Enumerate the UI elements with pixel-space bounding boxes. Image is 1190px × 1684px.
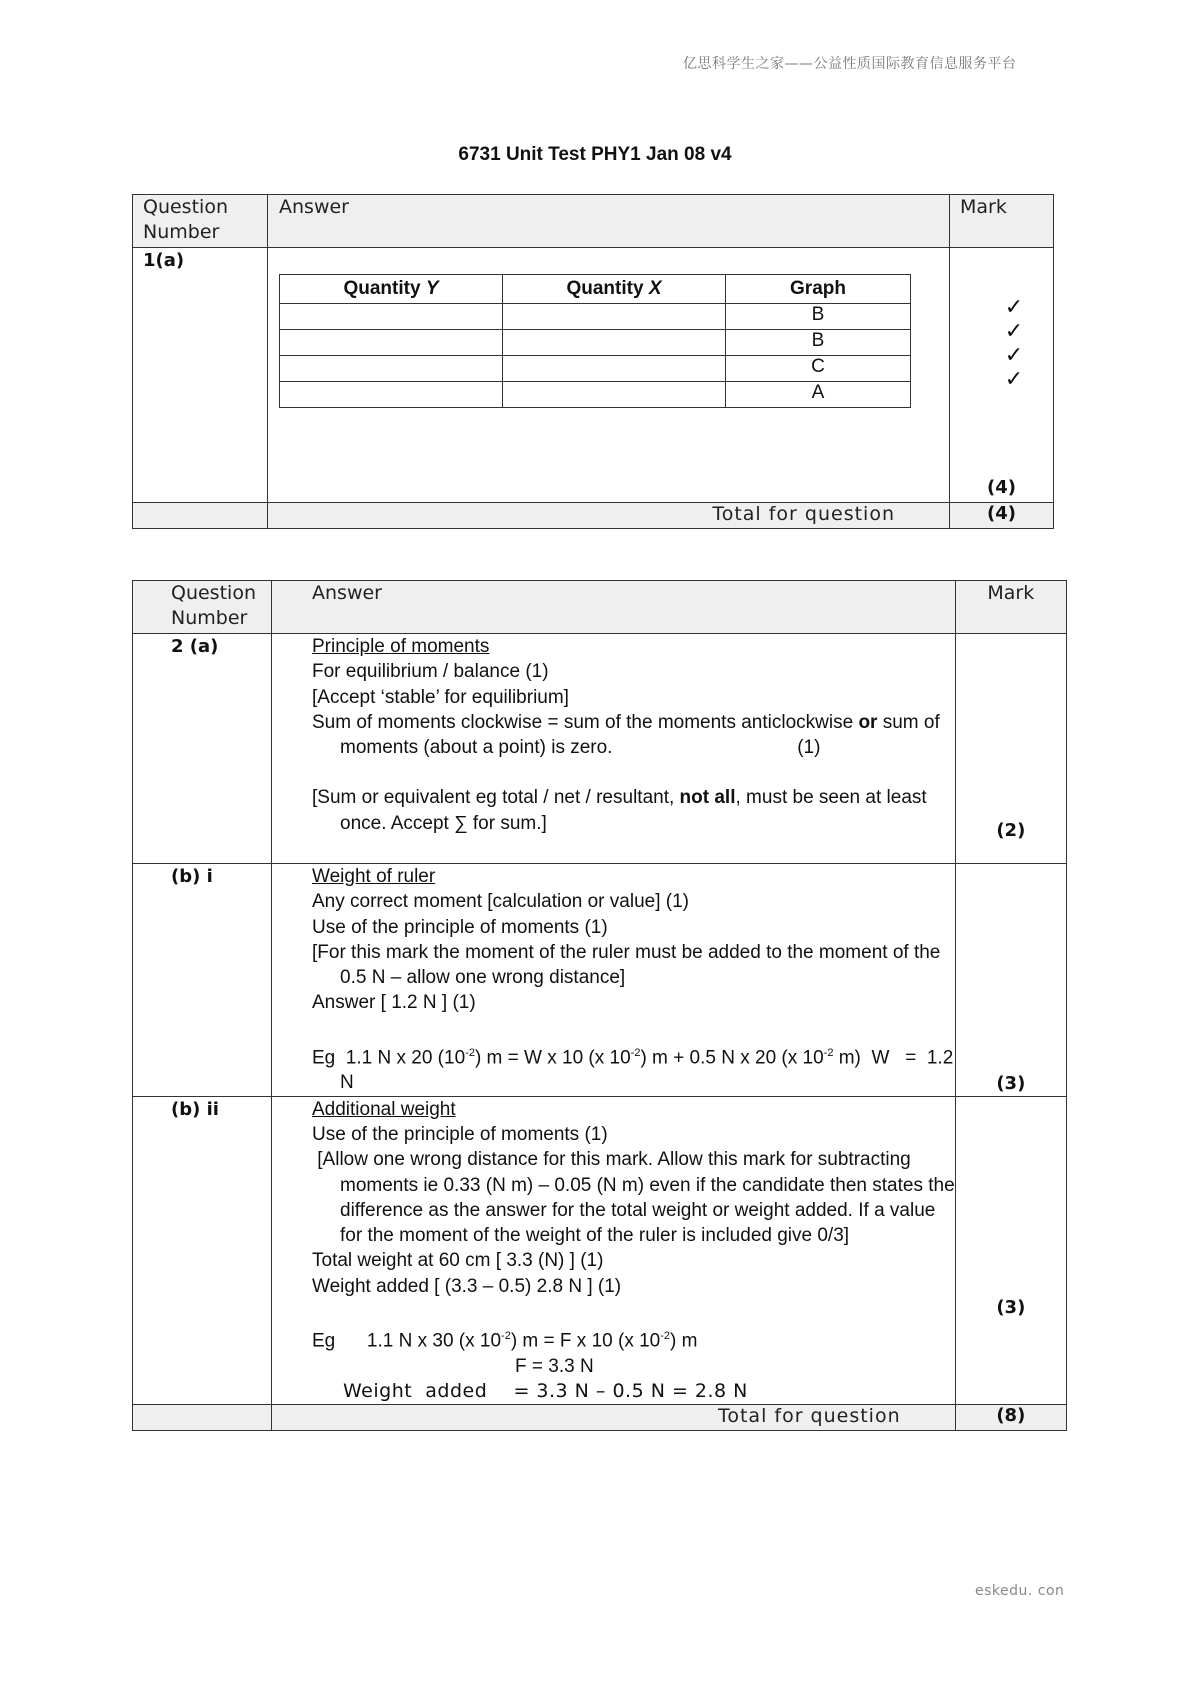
quantity-graph-table <box>279 274 911 408</box>
answer-header: Answer <box>268 195 950 248</box>
question-mark: (4) <box>987 477 1016 498</box>
mark-scheme-table-1 <box>132 194 1054 529</box>
tick-icon: ✓ <box>1004 367 1024 392</box>
inner-header-quantity-y: Quantity Y <box>280 275 503 304</box>
inner-row: A <box>280 382 911 408</box>
question-mark: (2) <box>955 634 1066 864</box>
answer-cell: Additional weight Use of the principle of moments (1) [Allow one wrong distance for this mark. Allow this mark for subtracting moments ie 0.33 (N m) – 0.05 (N m) even if the candidate then states the difference as the answer for the total weight or weight added. If a value for the moment of the weight of the ruler is included give 0/3] Total weight at 60 cm [ 3.3 (N) ] (1) Weight added [ (3.3 – 0.5) 2.8 N ] (1) Eg 1.1 N x 30 (x $10^{-2}$) m = F x 10 (x $10^{-2}$) m F = 3.3 N Weight added = 3.3 N – 0.5 N = 2.8 N <box>272 1096 956 1405</box>
answer-cell: Principle of moments For equilibrium / balance (1) [Accept ‘stable’ for equilibrium] Sum of moments clockwise = sum of the moments anticlockwise or sum of moments (about a point) is zero. (1) [Sum or equivalent eg total / net / resultant, not all, must be seen at least once. Accept ∑ for sum.] <box>272 634 956 864</box>
answer-header: Answer <box>272 581 956 634</box>
question-number: 1(a) <box>133 248 268 503</box>
inner-header-quantity-x: Quantity X <box>503 275 726 304</box>
total-label: Total for question <box>268 503 950 529</box>
tick-icon: ✓ <box>1004 295 1024 320</box>
question-number: (b) ii <box>133 1096 272 1405</box>
mark-header: Mark <box>950 195 1054 248</box>
answer-cell: Weight of ruler Any correct moment [calculation or value] (1) Use of the principle of moments (1) [For this mark the moment of the ruler must be added to the moment of the 0.5 N – allow one wrong distance] Answer [ 1.2 N ] (1) Eg 1.1 N x 20 $(10^{-2}) m = W$ x 10 (x $10^{-2}$) m + 0.5 N x 20 (x $10^{-2}$ m) W = 1.2 N <box>272 864 956 1097</box>
answer-row <box>133 1096 1067 1405</box>
mark-scheme-table-2 <box>132 580 1067 1431</box>
inner-header-graph: Graph <box>726 275 911 304</box>
answer-row <box>133 864 1067 1097</box>
document-title: 6731 Unit Test PHY1 Jan 08 v4 <box>458 144 732 165</box>
question-number-header: Question Number <box>133 581 272 634</box>
footer-note: eskedu. con <box>975 1583 1065 1599</box>
question-number: (b) i <box>133 864 272 1097</box>
mark-header: Mark <box>955 581 1066 634</box>
total-mark: (4) <box>950 503 1054 529</box>
inner-row: B <box>280 304 911 330</box>
total-label: Total for question <box>272 1405 956 1431</box>
inner-row: B <box>280 330 911 356</box>
question-mark: (3) <box>955 1096 1066 1405</box>
question-number: 2 (a) <box>133 634 272 864</box>
question-mark: (3) <box>955 864 1066 1097</box>
mark-cell <box>950 248 1054 503</box>
answer-row <box>133 634 1067 864</box>
tick-icon: ✓ <box>1004 343 1024 368</box>
tick-icon: ✓ <box>1004 319 1024 344</box>
answer-cell <box>268 248 950 503</box>
header-note: 亿思科学生之家——公益性质国际教育信息服务平台 <box>683 56 1017 72</box>
inner-row: C <box>280 356 911 382</box>
total-mark: (8) <box>955 1405 1066 1431</box>
question-number-header: Question Number <box>133 195 268 248</box>
